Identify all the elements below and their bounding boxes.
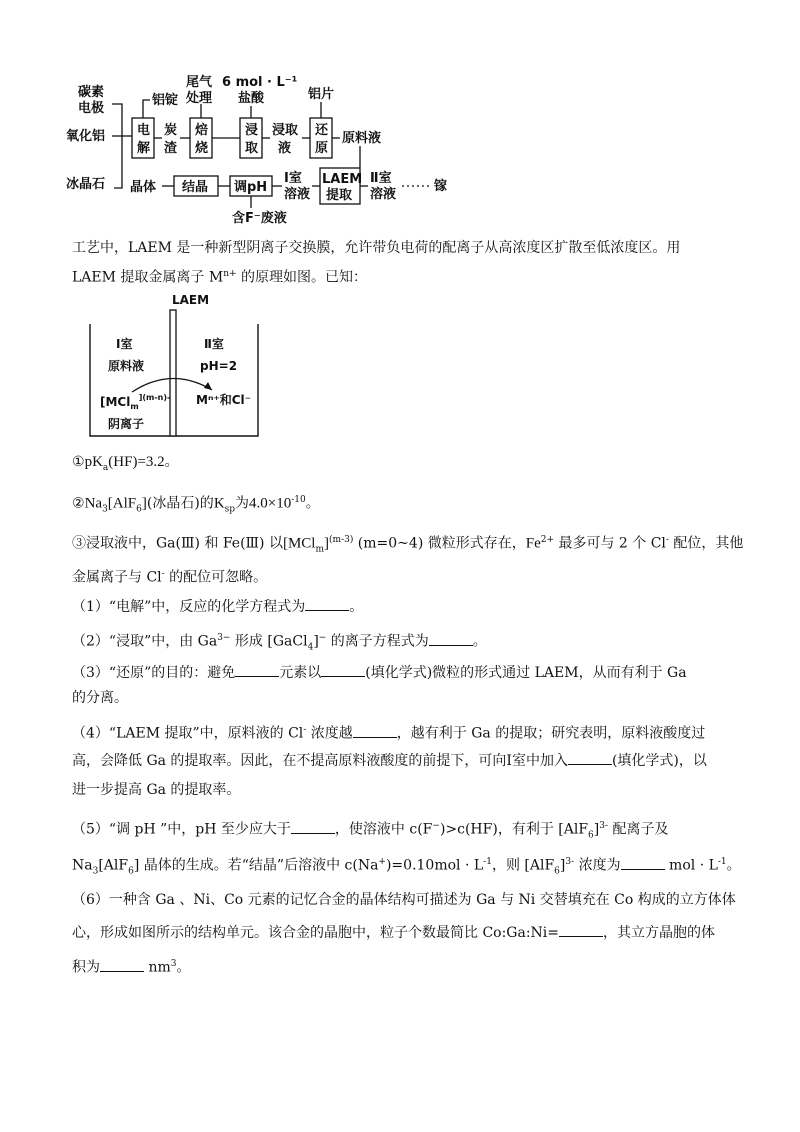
answer-blank (291, 819, 335, 834)
answer-blank (305, 596, 349, 611)
room2-label: Ⅱ室 (204, 337, 224, 351)
reduce-char-2: 原 (315, 141, 329, 156)
question-5-line-1: （5）“调 pH ”中，pH 至少应大于 ，使溶液中 c(F−)>c(HF)，有利于 $[AlF_6]^{3-}$ 配离子及 (72, 816, 668, 845)
electrolysis-char-1: 电 (137, 123, 151, 138)
label-raw-liquid: 原料液 (342, 131, 382, 146)
anion-label: 阴离子 (108, 417, 145, 431)
leachate-1: 浸取 (272, 123, 299, 138)
answer-blank (621, 855, 665, 870)
tailgas-2: 处理 (186, 91, 213, 106)
laem-1: LAEM (322, 172, 363, 187)
label-fluoride-waste: 含F⁻废液 (232, 211, 287, 226)
question-1: （1）“电解”中，反应的化学方程式为 。 (72, 596, 363, 617)
room1-label: Ⅰ室 (116, 337, 133, 351)
label-al-ingot: 铝锭 (152, 93, 179, 108)
tailgas-1: 尾气 (186, 75, 213, 90)
question-4-line-1: （4）“LAEM 提取”中，原料液的 Cl- 浓度越 ，越有利于 Ga 的提取；研究表明，原料液酸度过 (72, 720, 705, 744)
room1-solution-1: Ⅰ室 (284, 171, 302, 186)
label-carbon: 碳素 (78, 85, 105, 100)
carbon-slag-1: 炭 (164, 123, 178, 138)
room2-solution-2: 溶液 (370, 187, 397, 202)
room2-product: Mⁿ⁺和Cl⁻ (196, 393, 251, 407)
answer-blank (100, 957, 144, 972)
label-crystal-product: 晶体 (130, 180, 157, 195)
room1-raw-liquid: 原料液 (108, 359, 145, 373)
leach-char-2: 取 (245, 141, 259, 156)
intro-line-1: 工艺中，LAEM 是一种新型阴离子交换膜，允许带负电荷的配离子从高浓度区扩散至低浓度区。用 (72, 240, 681, 256)
leach-char-1: 浸 (245, 123, 259, 138)
leachate-2: 液 (278, 141, 292, 156)
answer-blank (321, 662, 365, 677)
known-2: $②Na_3[AlF_6]$(冰晶石)的$K_{sp}$为$4.0\times 10^{-10}$。 (72, 495, 320, 515)
room1-solution-2: 溶液 (284, 187, 311, 202)
question-4-line-3: 进一步提高 Ga 的提取率。 (72, 782, 241, 798)
question-5-line-2: $Na_3[AlF_6]$ 晶体的生成。若“结晶”后溶液中 $c(Na^+)=0.10mol \cdot L^{-1}$，则 $[AlF_6]^{3-}$ 浓度为 mol · $L^{-1}$。 (72, 852, 741, 881)
roast-char-2: 烧 (195, 141, 209, 156)
answer-blank (568, 750, 612, 765)
intro-line-2: LAEM 提取金属离子 $M^{n+}$ 的原理如图。已知： (72, 269, 367, 286)
reduce-char-1: 还 (315, 123, 329, 138)
question-3-line-1: （3）“还原”的目的：避免 元素以 (填化学式)微粒的形式通过 LAEM，从而有利于 Ga (72, 662, 687, 683)
known-3-line-1: ③浸取液中，Ga(Ⅲ) 和 Fe(Ⅲ) 以$[MCl_m]^{(m-3)}$ (m=0~4) 微粒形式存在，$Fe^{2+}$ 最多可与 2 个 Cl- 配位，其他 (72, 535, 744, 555)
label-alumina: 氧化铝 (66, 129, 106, 144)
room2-solution-1: Ⅱ室 (370, 171, 392, 186)
label-cryolite: 冰晶石 (66, 177, 106, 192)
complex-anion: [MCl$_m^{](m-n)-}$ (100, 393, 171, 411)
question-4-line-2: 高，会降低 Ga 的提取率。因此，在不提高原料液酸度的前提下，可向Ⅰ室中加入 (填化学式)，以 (72, 750, 707, 771)
crystal: 结晶 (182, 180, 209, 195)
roast-char-1: 焙 (195, 123, 209, 138)
answer-blank (559, 922, 603, 937)
laem-cell-diagram (72, 292, 272, 442)
question-2: （2）“浸取”中，由 $Ga^{3-}$ 形成 [GaCl$_4$]− 的离子方程式为 。 (72, 628, 487, 657)
known-1: $①pK_a(HF)=3.2$。 (72, 454, 179, 473)
label-al-sheet: 铝片 (308, 87, 335, 102)
carbon-slag-2: 渣 (164, 141, 178, 156)
answer-blank (235, 662, 279, 677)
acid-conc: 6 mol · L⁻¹ (222, 75, 298, 90)
process-flow-diagram (60, 60, 480, 235)
membrane-label: LAEM (172, 293, 210, 307)
question-3-line-2: 的分离。 (72, 690, 128, 706)
answer-blank (429, 631, 473, 646)
known-3-line-2: 金属离子与 Cl- 的配位可忽略。 (72, 569, 268, 586)
question-6-line-3: 积为 $nm^3$。 (72, 954, 190, 978)
room2-ph: pH=2 (200, 359, 238, 373)
adjust-ph: 调pH (234, 180, 268, 195)
label-gallium: 镓 (434, 179, 448, 194)
label-electrode: 电极 (78, 101, 105, 116)
question-6-line-2: 心，形成如图所示的结构单元。该合金的晶胞中，粒子个数最简比 Co:Ga:Ni= ，其立方晶胞的体 (72, 922, 715, 943)
electrolysis-char-2: 解 (137, 141, 151, 156)
laem-2: 提取 (326, 188, 353, 203)
question-6-line-1: （6）一种含 Ga 、Ni、Co 元素的记忆合金的晶体结构可描述为 Ga 与 Ni 交替填充在 Co 构成的立方体体 (72, 892, 736, 908)
acid-name: 盐酸 (238, 91, 265, 106)
membrane (170, 310, 176, 436)
answer-blank (353, 723, 397, 738)
